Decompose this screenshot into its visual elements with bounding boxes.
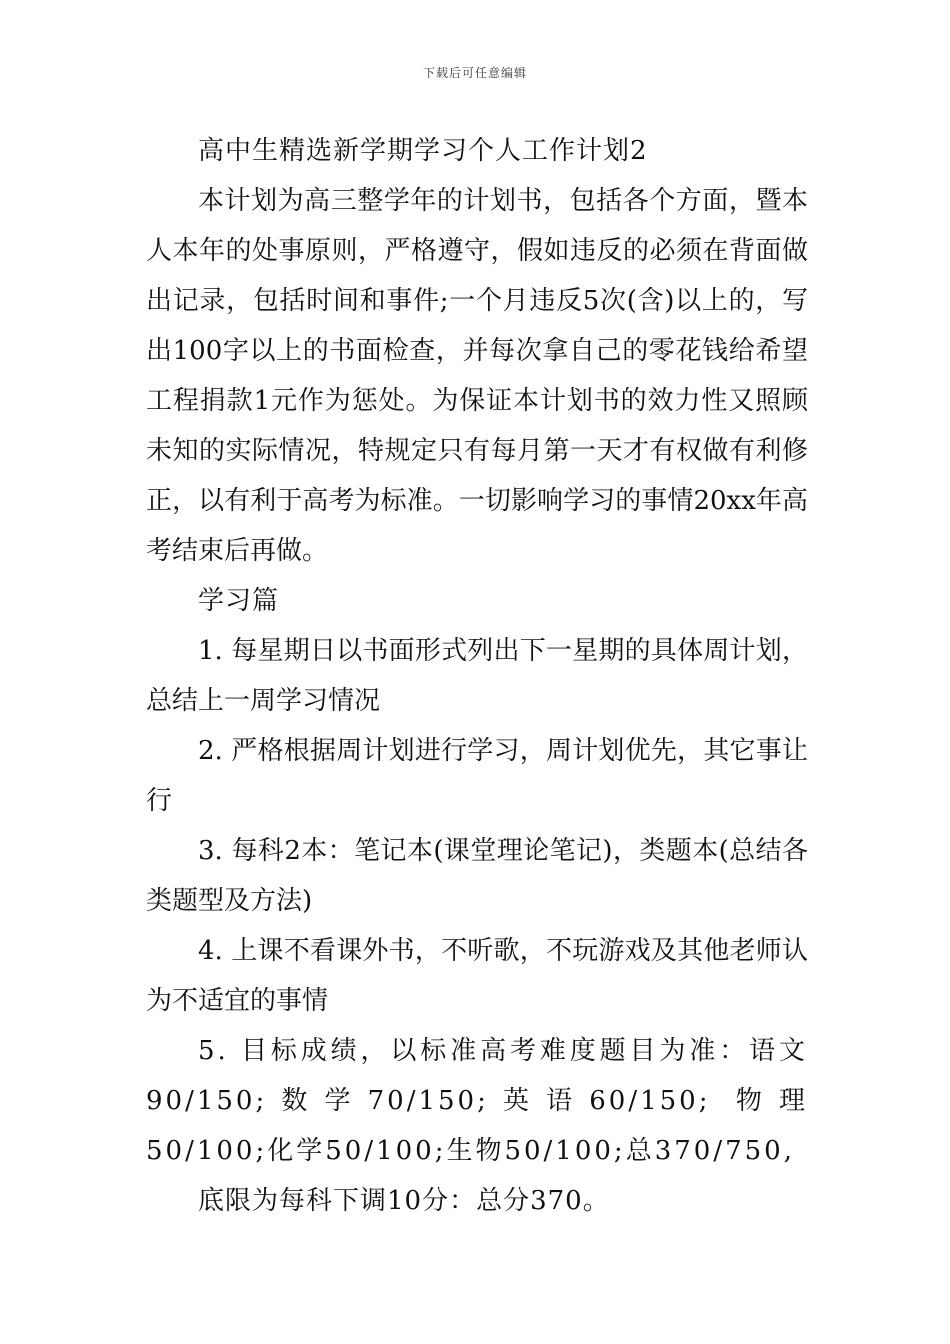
- intro-paragraph: 本计划为高三整学年的计划书，包括各个方面，暨本人本年的处事原则，严格遵守，假如违反的必须在背面做出记录，包括时间和事件;一个月违反5次(含)以上的，写出100字以上的书面检查，并每次拿自己的零花钱给希望工程捐款1元作为惩处。为保证本计划书的效力性又照顾未知的实际情况，特规定只有每月第一天才有权做有利修正，以有利于高考为标准。一切影响学习的事情20xx年高考结束后再做。: [146, 186, 808, 566]
- document-body: [146, 126, 808, 1226]
- list-item: 5. 目标成绩，以标准高考难度题目为准：语文90/150;数学70/150;英语60/150; 物理50/100;化学50/100;生物50/100;总370/750,: [146, 1036, 808, 1166]
- document-title: 高中生精选新学期学习个人工作计划2: [198, 136, 648, 166]
- list-item: 4. 上课不看课外书，不听歌，不玩游戏及其他老师认为不适宜的事情: [146, 936, 808, 1016]
- list-item: 1. 每星期日以书面形式列出下一星期的具体周计划，总结上一周学习情况: [146, 636, 808, 716]
- closing-paragraph: 底限为每科下调10分：总分370。: [198, 1186, 610, 1216]
- list-item: 3. 每科2本：笔记本(课堂理论笔记)，类题本(总结各类题型及方法): [146, 836, 808, 916]
- section-heading: 学习篇: [198, 586, 280, 616]
- header-note: 下载后可任意编辑: [422, 66, 527, 80]
- list-item: 2. 严格根据周计划进行学习，周计划优先，其它事让行: [146, 736, 808, 816]
